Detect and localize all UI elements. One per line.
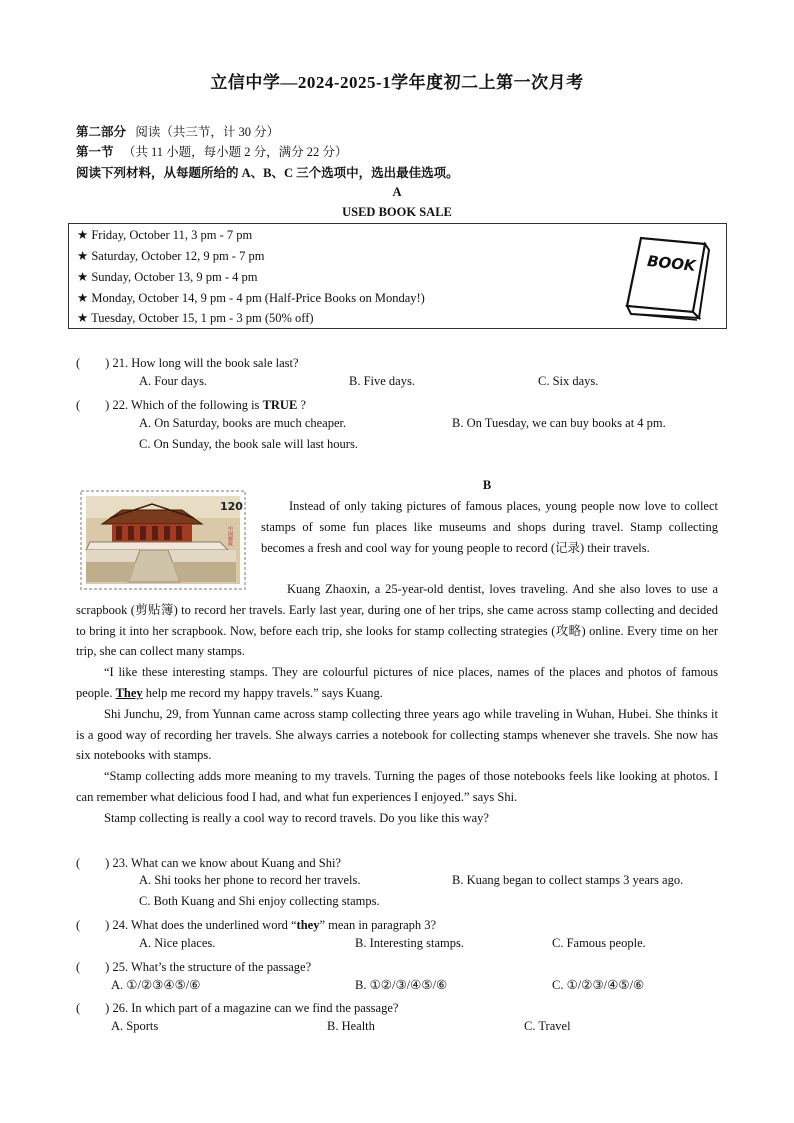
part-name: 阅读（共三节，计 30 分）: [135, 125, 280, 139]
q22-stem-end: ?: [297, 398, 306, 412]
q26-option-a[interactable]: A. Sports: [111, 1019, 159, 1033]
q21-option-a[interactable]: A. Four days.: [139, 374, 208, 388]
question-24: [76, 915, 436, 933]
q26-option-c[interactable]: C. Travel: [524, 1019, 571, 1033]
instruction: 阅读下列材料，从每题所给的 A、B、C 三个选项中，选出最佳选项。: [76, 166, 459, 180]
question-22: [76, 395, 306, 413]
question-26: ( ) 26. In which part of a magazine can we find the passage?: [76, 1001, 399, 1015]
q23-option-a[interactable]: A. Shi tooks her phone to record her travels.: [139, 873, 361, 887]
q22-option-a[interactable]: A. On Saturday, books are much cheaper.: [139, 416, 347, 430]
q24-option-a[interactable]: A. Nice places.: [139, 936, 216, 950]
sale-schedule-box: [68, 223, 727, 329]
paragraph-3-text: [76, 662, 718, 704]
q22-option-c[interactable]: C. On Sunday, the book sale will last hours.: [139, 437, 358, 451]
q21-option-c[interactable]: C. Six days.: [538, 374, 599, 388]
q25-option-a[interactable]: A. ①/②③④⑤/⑥: [111, 978, 201, 992]
q24-stem: ( ) 24. What does the underlined word “: [76, 918, 297, 932]
forbidden-city-stamp: [80, 490, 246, 590]
q24-option-b[interactable]: B. Interesting stamps.: [355, 936, 465, 950]
q22-option-b[interactable]: B. On Tuesday, we can buy books at 4 pm.: [452, 416, 666, 430]
paragraph-2-text: Kuang Zhaoxin, a 25-year-old dentist, loves traveling. And she also loves to use a scrapbook (剪贴簿) to record her travels. Early last year, during one of her trips, she came across stamp collecting and decided to bring it into her scrapbook. Now, before each trip, she looks for stamp collecting strategies (攻略) online. Every time on her trip, she can collect many stamps.: [76, 582, 718, 659]
q26-option-b[interactable]: B. Health: [327, 1019, 375, 1033]
passage-a-letter: A: [392, 185, 402, 199]
q24-stem-bold: they: [296, 918, 320, 932]
q23-option-b[interactable]: B. Kuang began to collect stamps 3 years ago.: [452, 873, 684, 887]
q25-option-b[interactable]: B. ①②/③/④⑤/⑥: [355, 978, 448, 992]
q24-stem-end: ” mean in paragraph 3?: [319, 918, 437, 932]
question-25: ( ) 25. What’s the structure of the passage?: [76, 960, 312, 974]
q23-option-c[interactable]: C. Both Kuang and Shi enjoy collecting stamps.: [139, 894, 380, 908]
paragraph-6-text: Stamp collecting is really a cool way to record travels. Do you like this way?: [104, 810, 489, 825]
paragraph-3-end: help me record my happy travels.” says Kuang.: [142, 685, 383, 700]
q21-option-b[interactable]: B. Five days.: [349, 374, 415, 388]
q25-option-c[interactable]: C. ①/②③/④⑤/⑥: [552, 978, 645, 992]
paragraph-3-start: “I like these interesting stamps. They are colourful pictures of nice places, names of the places and photos of famous people.: [76, 665, 718, 700]
stamp-value: 120: [220, 500, 243, 513]
paragraph-5-text: “Stamp collecting adds more meaning to my travels. Turning the pages of those notebooks feels like looking at photos. I can remember what delicious food I had, and what fun experiences I enjoyed.” says Shi.: [76, 769, 718, 804]
sale-item: ★ Tuesday, October 15, 1 pm - 3 pm (50% off): [77, 311, 314, 325]
section-label: 第一节: [76, 145, 114, 159]
passage-b-paragraph-1: [261, 496, 718, 558]
q24-option-c[interactable]: C. Famous people.: [552, 936, 646, 950]
part-label: 第二部分: [76, 125, 127, 139]
sale-item: ★ Friday, October 11, 3 pm - 7 pm: [77, 228, 253, 242]
passage-a-heading: USED BOOK SALE: [342, 205, 452, 219]
passage-b-body: [76, 579, 718, 829]
exam-title: 立信中学—2024-2025-1学年度初二上第一次月考: [210, 73, 584, 92]
question-21: ( ) 21. How long will the book sale last?: [76, 356, 299, 370]
passage-b-letter: B: [482, 478, 492, 492]
book-icon: [617, 228, 717, 328]
question-23: ( ) 23. What can we know about Kuang and Shi?: [76, 856, 341, 870]
book-label: BOOK: [646, 251, 697, 275]
sale-item: ★ Monday, October 14, 9 pm - 4 pm (Half-Price Books on Monday!): [77, 291, 425, 305]
sale-item: ★ Sunday, October 13, 9 pm - 4 pm: [77, 270, 258, 284]
section-desc: （共 11 小题，每小题 2 分，满分 22 分）: [122, 145, 348, 159]
paragraph-1-text: Instead of only taking pictures of famous places, young people now love to collect stamps of some fun places like museums and shops during travel. Stamp collecting becomes a fresh and cool way for young people to record (记录) their travels.: [261, 499, 718, 555]
paragraph-4-text: Shi Junchu, 29, from Yunnan came across stamp collecting three years ago while traveling in Wuhan, Hubei. She thinks it is a good way of recording her travels. She always carries a notebook for collecting stamps whenever she travels. She now has six notebooks with stamps.: [76, 706, 718, 763]
part-heading: [76, 122, 279, 140]
section-heading: [76, 142, 347, 160]
stamp-country: 中国邮政: [227, 526, 233, 546]
q22-stem-bold: TRUE: [262, 398, 298, 412]
sale-item: ★ Saturday, October 12, 9 pm - 7 pm: [77, 249, 265, 263]
underlined-word-they: They: [115, 685, 143, 700]
q22-stem: ( ) 22. Which of the following is: [76, 398, 263, 412]
